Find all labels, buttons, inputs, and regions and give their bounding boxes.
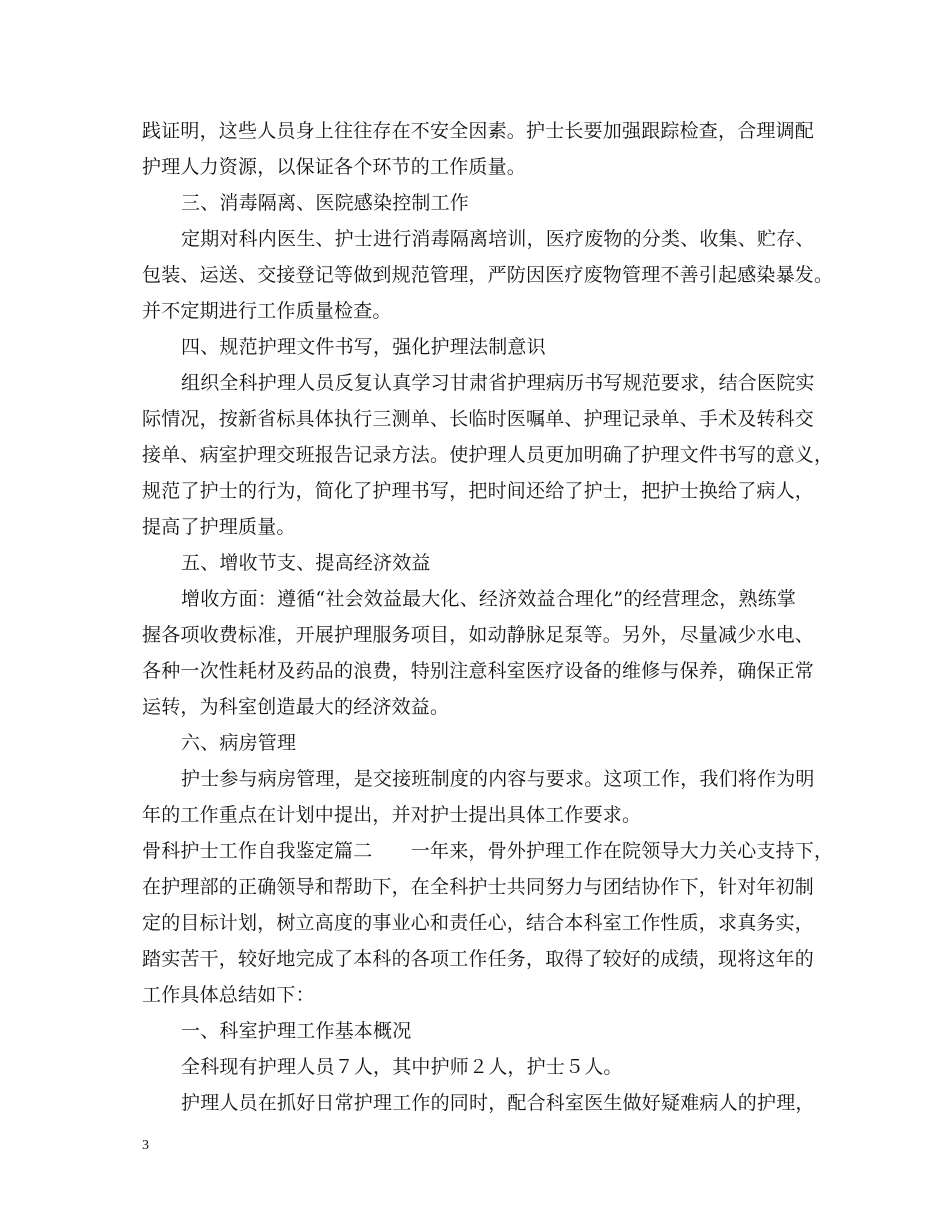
page-number: 3 — [142, 1138, 149, 1153]
text-line: 规范了护士的行为，简化了护理书写，把时间还给了护士，把护士换给了病人， — [142, 480, 815, 502]
text-line: 握各项收费标准，开展护理服务项目，如动静脉足泵等。另外，尽量减少水电、 — [142, 624, 815, 646]
section-heading: 三、消毒隔离、医院感染控制工作 — [181, 192, 470, 214]
text-line: 护士参与病房管理，是交接班制度的内容与要求。这项工作，我们将作为明 — [181, 768, 815, 790]
text-line: 包装、运送、交接登记等做到规范管理，严防因医疗废物管理不善引起感染暴发。 — [142, 264, 834, 286]
text-line: 运转，为科室创造最大的经济效益。 — [142, 696, 450, 718]
text-line: 定的目标计划，树立高度的事业心和责任心，结合本科室工作性质，求真务实， — [142, 912, 815, 934]
section-heading: 五、增收节支、提高经济效益 — [181, 552, 431, 574]
section-heading: 四、规范护理文件书写，强化护理法制意识 — [181, 336, 546, 358]
text-line: 护理人力资源，以保证各个环节的工作质量。 — [142, 156, 527, 178]
text-line: 提高了护理质量。 — [142, 516, 296, 538]
text-line: 际情况，按新省标具体执行三测单、长临时医嘱单、护理记录单、手术及转科交 — [142, 408, 815, 430]
text-line: 践证明，这些人员身上往往存在不安全因素。护士长要加强跟踪检查，合理调配 — [142, 120, 815, 142]
text-line: 接单、病室护理交班报告记录方法。使护理人员更加明确了护理文件书写的意义， — [142, 444, 834, 466]
text-line: 年的工作重点在计划中提出，并对护士提出具体工作要求。 — [142, 804, 642, 826]
text-line: 骨科护士工作自我鉴定篇二 一年来，骨外护理工作在院领导大力关心支持下， — [142, 840, 834, 862]
text-line: 护理人员在抓好日常护理工作的同时，配合科室医生做好疑难病人的护理， — [181, 1092, 815, 1114]
section-heading: 一、科室护理工作基本概况 — [181, 1020, 412, 1042]
text-line: 组织全科护理人员反复认真学习甘肃省护理病历书写规范要求，结合医院实 — [181, 372, 815, 394]
text-line: 并不定期进行工作质量检查。 — [142, 300, 392, 322]
text-line: 工作具体总结如下： — [142, 984, 315, 1006]
text-line: 全科现有护理人员７人，其中护师２人，护士５人。 — [181, 1056, 623, 1078]
section-heading: 六、病房管理 — [181, 732, 297, 754]
text-line: 增收方面：遵循“社会效益最大化、经济效益合理化”的经营理念，熟练掌 — [181, 588, 797, 610]
text-line: 各种一次性耗材及药品的浪费，特别注意科室医疗设备的维修与保养，确保正常 — [142, 660, 815, 682]
text-line: 在护理部的正确领导和帮助下，在全科护士共同努力与团结协作下，针对年初制 — [142, 876, 815, 898]
text-line: 踏实苦干，较好地完成了本科的各项工作任务，取得了较好的成绩，现将这年的 — [142, 948, 815, 970]
text-line: 定期对科内医生、护士进行消毒隔离培训，医疗废物的分类、收集、贮存、 — [181, 228, 815, 250]
